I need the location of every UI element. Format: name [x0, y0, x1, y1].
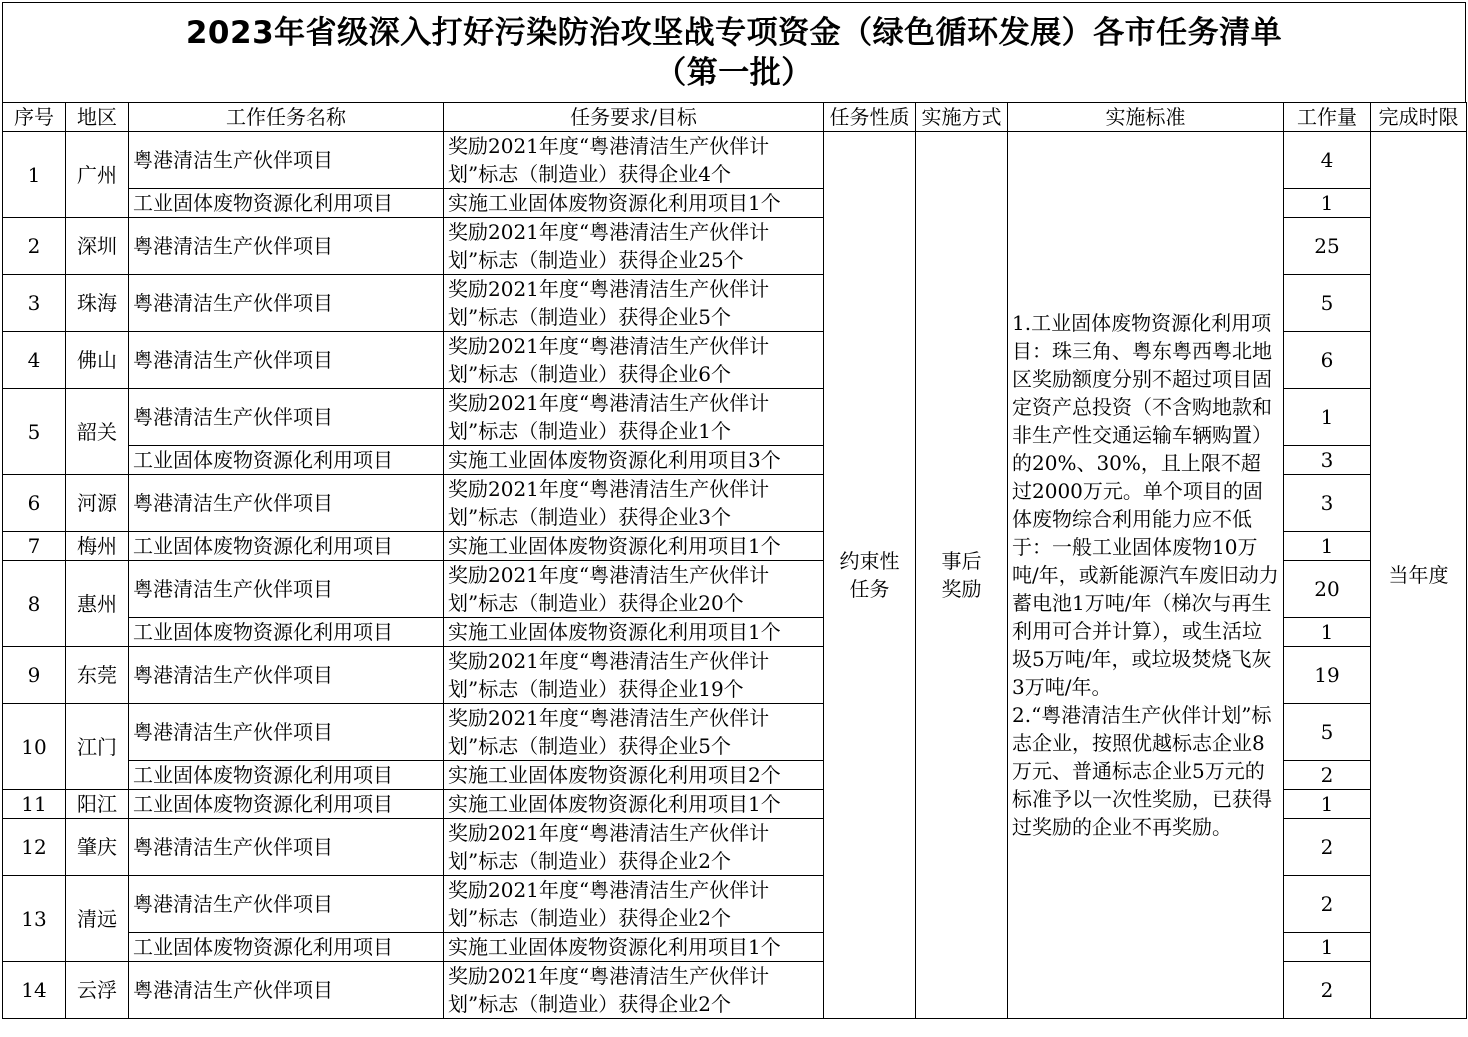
requirement-line: 奖励2021年度“粤港清洁生产伙伴计 [448, 706, 770, 730]
region-cell: 深圳 [66, 218, 129, 275]
header-standard: 实施标准 [1008, 103, 1284, 132]
task-list-sheet [2, 2, 1466, 1019]
requirement-line: 划”标志（制造业）获得企业19个 [448, 677, 744, 701]
task-name-cell: 工业固体废物资源化利用项目 [129, 761, 444, 790]
task-name-cell: 粤港清洁生产伙伴项目 [129, 561, 444, 618]
title-line-2: （第一批） [655, 54, 813, 91]
requirement-line: 奖励2021年度“粤港清洁生产伙伴计 [448, 134, 770, 158]
header-row [3, 103, 1467, 132]
workload-cell: 5 [1284, 704, 1371, 761]
requirement-cell: 实施工业固体废物资源化利用项目1个 [444, 790, 824, 819]
requirement-line: 奖励2021年度“粤港清洁生产伙伴计 [448, 277, 770, 301]
requirement-cell [444, 132, 824, 189]
header-requirement: 任务要求/目标 [444, 103, 824, 132]
standard-cell [1008, 132, 1284, 1019]
requirement-line: 奖励2021年度“粤港清洁生产伙伴计 [448, 649, 770, 673]
requirement-line: 奖励2021年度“粤港清洁生产伙伴计 [448, 391, 770, 415]
workload-cell: 3 [1284, 446, 1371, 475]
requirement-line: 划”标志（制造业）获得企业5个 [448, 734, 731, 758]
task-name-cell: 工业固体废物资源化利用项目 [129, 446, 444, 475]
region-cell: 肇庆 [66, 819, 129, 876]
seq-cell: 12 [3, 819, 66, 876]
header-method: 实施方式 [916, 103, 1008, 132]
workload-cell: 1 [1284, 790, 1371, 819]
nature-cell: 约束性任务 [824, 132, 916, 1019]
task-name-cell: 粤港清洁生产伙伴项目 [129, 647, 444, 704]
header-deadline: 完成时限 [1371, 103, 1467, 132]
region-cell: 韶关 [66, 389, 129, 475]
requirement-line: 奖励2021年度“粤港清洁生产伙伴计 [448, 878, 770, 902]
seq-cell: 4 [3, 332, 66, 389]
requirement-line: 划”标志（制造业）获得企业25个 [448, 248, 744, 272]
header-seq: 序号 [3, 103, 66, 132]
task-name-cell: 粤港清洁生产伙伴项目 [129, 332, 444, 389]
seq-cell: 13 [3, 876, 66, 962]
seq-cell: 6 [3, 475, 66, 532]
requirement-line: 奖励2021年度“粤港清洁生产伙伴计 [448, 477, 770, 501]
requirement-line: 奖励2021年度“粤港清洁生产伙伴计 [448, 821, 770, 845]
requirement-cell [444, 218, 824, 275]
requirement-cell [444, 275, 824, 332]
requirement-line: 划”标志（制造业）获得企业6个 [448, 362, 731, 386]
task-name-cell: 工业固体废物资源化利用项目 [129, 618, 444, 647]
requirement-cell: 实施工业固体废物资源化利用项目1个 [444, 189, 824, 218]
workload-cell: 2 [1284, 761, 1371, 790]
task-name-cell: 工业固体废物资源化利用项目 [129, 532, 444, 561]
region-cell: 梅州 [66, 532, 129, 561]
region-cell: 东莞 [66, 647, 129, 704]
task-name-cell: 粤港清洁生产伙伴项目 [129, 389, 444, 446]
region-cell: 珠海 [66, 275, 129, 332]
workload-cell: 5 [1284, 275, 1371, 332]
task-name-cell: 工业固体废物资源化利用项目 [129, 933, 444, 962]
requirement-cell: 实施工业固体废物资源化利用项目1个 [444, 933, 824, 962]
seq-cell: 14 [3, 962, 66, 1019]
workload-cell: 25 [1284, 218, 1371, 275]
method-cell: 事后奖励 [916, 132, 1008, 1019]
title-line-1: 2023年省级深入打好污染防治攻坚战专项资金（绿色循环发展）各市任务清单 [185, 14, 1283, 51]
table-row [3, 132, 1467, 189]
requirement-line: 划”标志（制造业）获得企业3个 [448, 505, 731, 529]
seq-cell: 11 [3, 790, 66, 819]
workload-cell: 4 [1284, 132, 1371, 189]
requirement-line: 奖励2021年度“粤港清洁生产伙伴计 [448, 220, 770, 244]
requirement-cell [444, 962, 824, 1019]
region-cell: 广州 [66, 132, 129, 218]
requirement-cell [444, 876, 824, 933]
workload-cell: 2 [1284, 819, 1371, 876]
workload-cell: 1 [1284, 933, 1371, 962]
requirement-cell: 实施工业固体废物资源化利用项目1个 [444, 618, 824, 647]
seq-cell: 7 [3, 532, 66, 561]
requirement-cell: 实施工业固体废物资源化利用项目2个 [444, 761, 824, 790]
requirement-line: 奖励2021年度“粤港清洁生产伙伴计 [448, 964, 770, 988]
requirement-line: 划”标志（制造业）获得企业2个 [448, 906, 731, 930]
seq-cell: 8 [3, 561, 66, 647]
region-cell: 阳江 [66, 790, 129, 819]
requirement-cell: 实施工业固体废物资源化利用项目1个 [444, 532, 824, 561]
region-cell: 云浮 [66, 962, 129, 1019]
workload-cell: 20 [1284, 561, 1371, 618]
requirement-line: 划”标志（制造业）获得企业2个 [448, 849, 731, 873]
workload-cell: 1 [1284, 618, 1371, 647]
task-name-cell: 粤港清洁生产伙伴项目 [129, 132, 444, 189]
region-cell: 惠州 [66, 561, 129, 647]
task-name-cell: 粤港清洁生产伙伴项目 [129, 876, 444, 933]
workload-cell: 19 [1284, 647, 1371, 704]
header-region: 地区 [66, 103, 129, 132]
document-title [2, 2, 1466, 102]
workload-cell: 2 [1284, 962, 1371, 1019]
header-nature: 任务性质 [824, 103, 916, 132]
task-name-cell: 粤港清洁生产伙伴项目 [129, 962, 444, 1019]
task-name-cell: 粤港清洁生产伙伴项目 [129, 475, 444, 532]
requirement-cell [444, 704, 824, 761]
seq-cell: 2 [3, 218, 66, 275]
region-cell: 河源 [66, 475, 129, 532]
seq-cell: 1 [3, 132, 66, 218]
header-workload: 工作量 [1284, 103, 1371, 132]
region-cell: 江门 [66, 704, 129, 790]
requirement-line: 划”标志（制造业）获得企业5个 [448, 305, 731, 329]
requirement-line: 划”标志（制造业）获得企业1个 [448, 419, 731, 443]
region-cell: 佛山 [66, 332, 129, 389]
requirement-line: 奖励2021年度“粤港清洁生产伙伴计 [448, 563, 770, 587]
workload-cell: 6 [1284, 332, 1371, 389]
header-task-name: 工作任务名称 [129, 103, 444, 132]
task-name-cell: 粤港清洁生产伙伴项目 [129, 275, 444, 332]
requirement-line: 划”标志（制造业）获得企业4个 [448, 162, 731, 186]
workload-cell: 1 [1284, 389, 1371, 446]
requirement-cell [444, 332, 824, 389]
requirement-cell: 实施工业固体废物资源化利用项目3个 [444, 446, 824, 475]
seq-cell: 3 [3, 275, 66, 332]
standard-paragraph-2: 2.“粤港清洁生产伙伴计划”标志企业，按照优越标志企业8万元、普通标志企业5万元的标准予以一次性奖励，已获得过奖励的企业不再奖励。 [1012, 703, 1272, 839]
requirement-cell [444, 475, 824, 532]
seq-cell: 5 [3, 389, 66, 475]
workload-cell: 1 [1284, 189, 1371, 218]
workload-cell: 1 [1284, 532, 1371, 561]
requirement-cell [444, 561, 824, 618]
region-cell: 清远 [66, 876, 129, 962]
task-table [2, 102, 1467, 1019]
seq-cell: 9 [3, 647, 66, 704]
task-name-cell: 工业固体废物资源化利用项目 [129, 790, 444, 819]
requirement-cell [444, 647, 824, 704]
requirement-line: 划”标志（制造业）获得企业20个 [448, 591, 744, 615]
deadline-cell: 当年度 [1371, 132, 1467, 1019]
task-name-cell: 粤港清洁生产伙伴项目 [129, 704, 444, 761]
workload-cell: 3 [1284, 475, 1371, 532]
requirement-cell [444, 389, 824, 446]
workload-cell: 2 [1284, 876, 1371, 933]
task-name-cell: 粤港清洁生产伙伴项目 [129, 819, 444, 876]
task-name-cell: 工业固体废物资源化利用项目 [129, 189, 444, 218]
requirement-cell [444, 819, 824, 876]
seq-cell: 10 [3, 704, 66, 790]
requirement-line: 奖励2021年度“粤港清洁生产伙伴计 [448, 334, 770, 358]
requirement-line: 划”标志（制造业）获得企业2个 [448, 992, 731, 1016]
task-name-cell: 粤港清洁生产伙伴项目 [129, 218, 444, 275]
standard-paragraph-1: 1.工业固体废物资源化利用项目：珠三角、粤东粤西粤北地区奖励额度分别不超过项目固定资产总投资（不含购地款和非生产性交通运输车辆购置）的20%、30%，且上限不超过2000万元。单个项目的固体废物综合利用能力应不低于：一般工业固体废物10万吨/年，或新能源汽车废旧动力蓄电池1万吨/年（梯次与再生利用可合并计算），或生活垃圾5万吨/年，或垃圾焚烧飞灰3万吨/年。 [1012, 311, 1279, 699]
